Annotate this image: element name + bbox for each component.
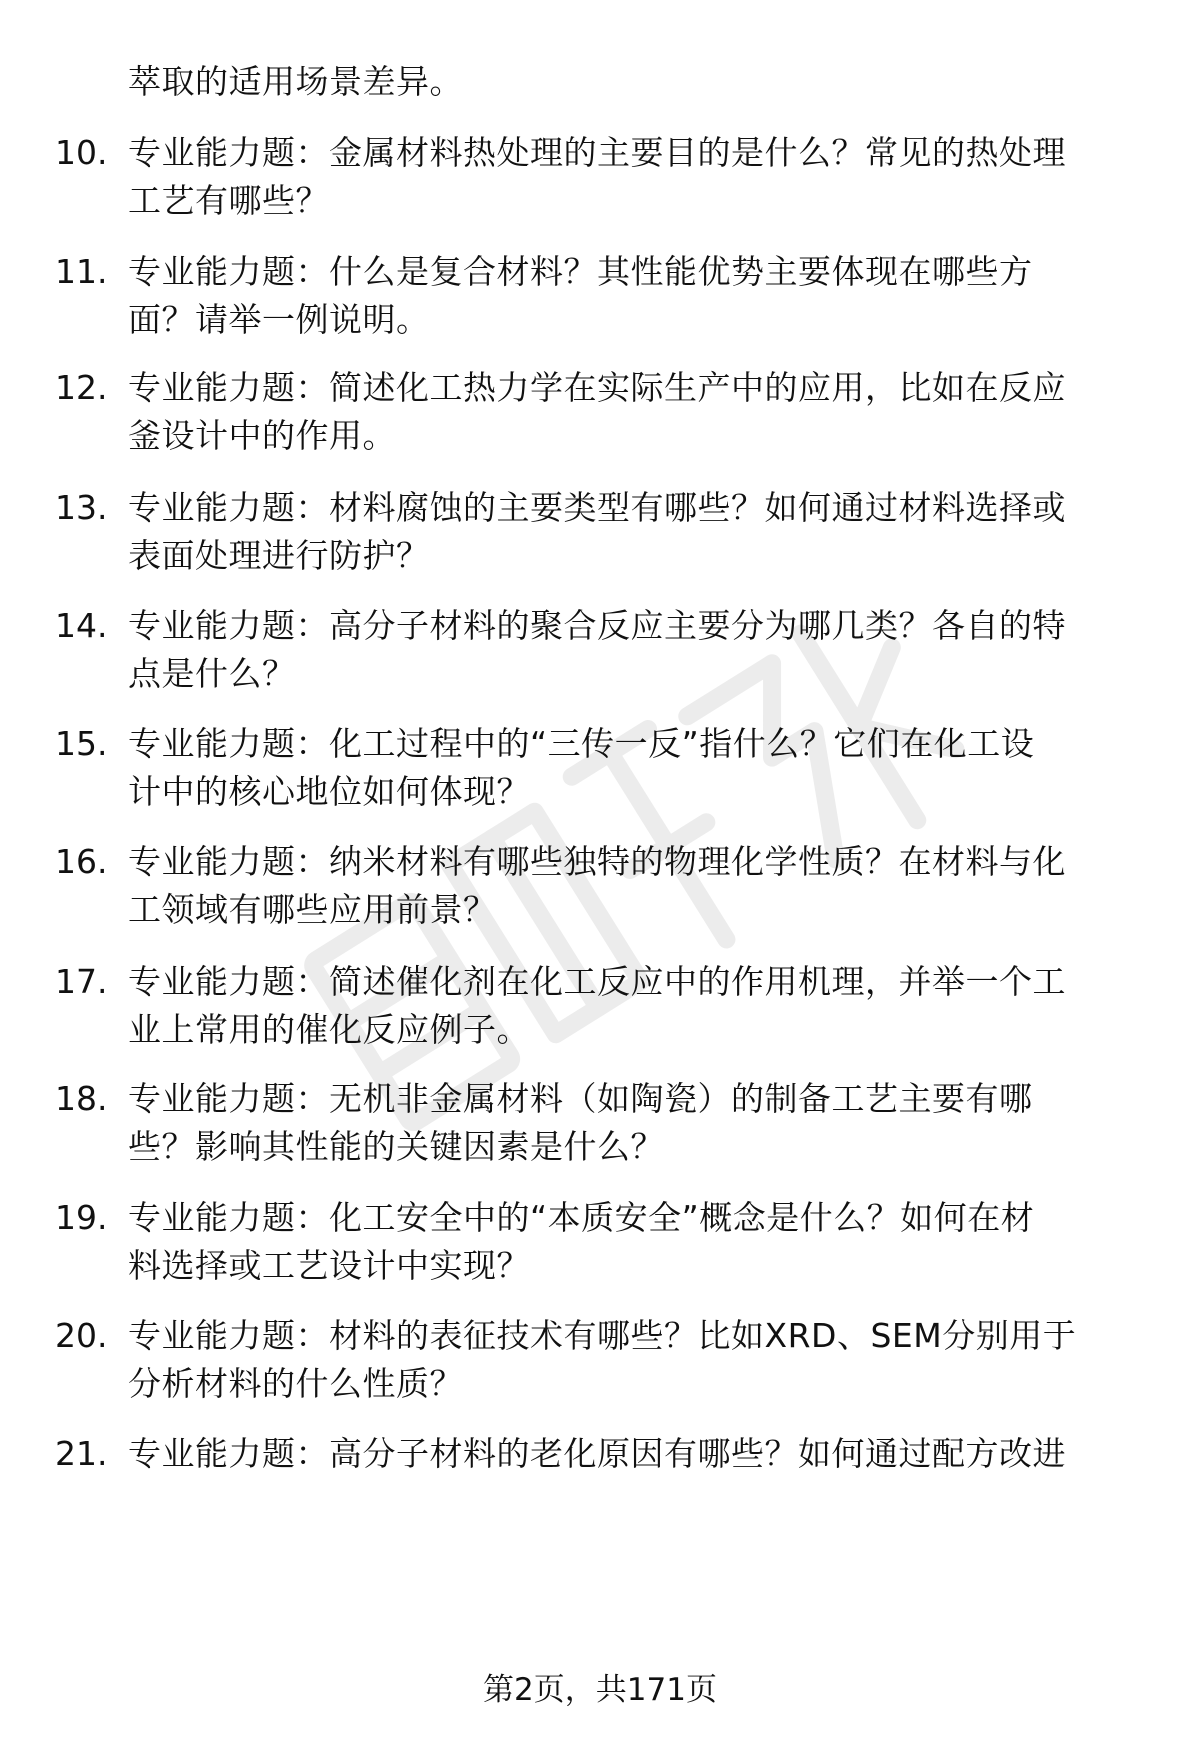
question-line: 表面处理进行防护？ — [128, 536, 430, 575]
question-number: 21. — [55, 1434, 108, 1473]
question-text — [128, 602, 1148, 698]
question-number: 12. — [55, 368, 108, 407]
question-line: 专业能力题：简述化工热力学在实际生产中的应用，比如在反应 — [128, 368, 1066, 407]
continuation-text: 萃取的适用场景差异。 — [128, 62, 463, 101]
question-item — [0, 720, 1200, 820]
question-item — [0, 1430, 1200, 1530]
question-text — [128, 484, 1148, 580]
question-number: 19. — [55, 1198, 108, 1237]
page-number-footer: 第2页，共171页 — [483, 1672, 717, 1708]
question-line: 工领域有哪些应用前景？ — [128, 890, 497, 929]
question-text — [128, 1075, 1148, 1171]
question-item — [0, 602, 1200, 702]
question-line: 分析材料的什么性质？ — [128, 1364, 463, 1403]
question-text — [128, 129, 1148, 225]
question-number: 17. — [55, 962, 108, 1001]
question-number: 11. — [55, 252, 108, 291]
question-number: 10. — [55, 133, 108, 172]
question-number: 15. — [55, 724, 108, 763]
question-line: 专业能力题：无机非金属材料（如陶瓷）的制备工艺主要有哪 — [128, 1079, 1033, 1118]
question-line: 专业能力题：化工过程中的“三传一反”指什么？它们在化工设 — [128, 724, 1035, 763]
question-number: 18. — [55, 1079, 108, 1118]
question-item — [0, 958, 1200, 1058]
question-line: 专业能力题：高分子材料的聚合反应主要分为哪几类？各自的特 — [128, 606, 1066, 645]
question-line: 专业能力题：高分子材料的老化原因有哪些？如何通过配方改进 — [128, 1434, 1066, 1473]
question-number: 13. — [55, 488, 108, 527]
question-line: 专业能力题：材料的表征技术有哪些？比如XRD、SEM分别用于 — [128, 1316, 1077, 1355]
question-line: 点是什么？ — [128, 654, 296, 693]
question-number: 14. — [55, 606, 108, 645]
question-line: 专业能力题：材料腐蚀的主要类型有哪些？如何通过材料选择或 — [128, 488, 1066, 527]
question-line: 釜设计中的作用。 — [128, 416, 396, 455]
question-line: 专业能力题：简述催化剂在化工反应中的作用机理，并举一个工 — [128, 962, 1066, 1001]
question-text — [128, 838, 1148, 934]
question-text — [128, 720, 1148, 816]
question-line: 专业能力题：金属材料热处理的主要目的是什么？常见的热处理 — [128, 133, 1066, 172]
question-line: 专业能力题：化工安全中的“本质安全”概念是什么？如何在材 — [128, 1198, 1035, 1237]
question-line: 计中的核心地位如何体现？ — [128, 772, 530, 811]
question-number: 20. — [55, 1316, 108, 1355]
question-item — [0, 484, 1200, 584]
question-item — [0, 248, 1200, 348]
question-line: 工艺有哪些？ — [128, 181, 329, 220]
question-line: 面？请举一例说明。 — [128, 300, 430, 339]
question-text — [128, 1430, 1148, 1478]
question-text — [128, 248, 1148, 344]
question-line: 料选择或工艺设计中实现？ — [128, 1246, 530, 1285]
question-line: 专业能力题：什么是复合材料？其性能优势主要体现在哪些方 — [128, 252, 1033, 291]
question-item — [0, 1075, 1200, 1175]
question-line: 业上常用的催化反应例子。 — [128, 1010, 530, 1049]
question-line: 些？影响其性能的关键因素是什么？ — [128, 1127, 664, 1166]
question-line: 专业能力题：纳米材料有哪些独特的物理化学性质？在材料与化 — [128, 842, 1066, 881]
question-item — [0, 1312, 1200, 1412]
question-text — [128, 1312, 1148, 1408]
question-text — [128, 1194, 1148, 1290]
question-item — [0, 1194, 1200, 1294]
question-item — [0, 129, 1200, 229]
question-item — [0, 838, 1200, 938]
question-number: 16. — [55, 842, 108, 881]
question-text — [128, 364, 1148, 460]
question-text — [128, 958, 1148, 1054]
question-item — [0, 364, 1200, 464]
